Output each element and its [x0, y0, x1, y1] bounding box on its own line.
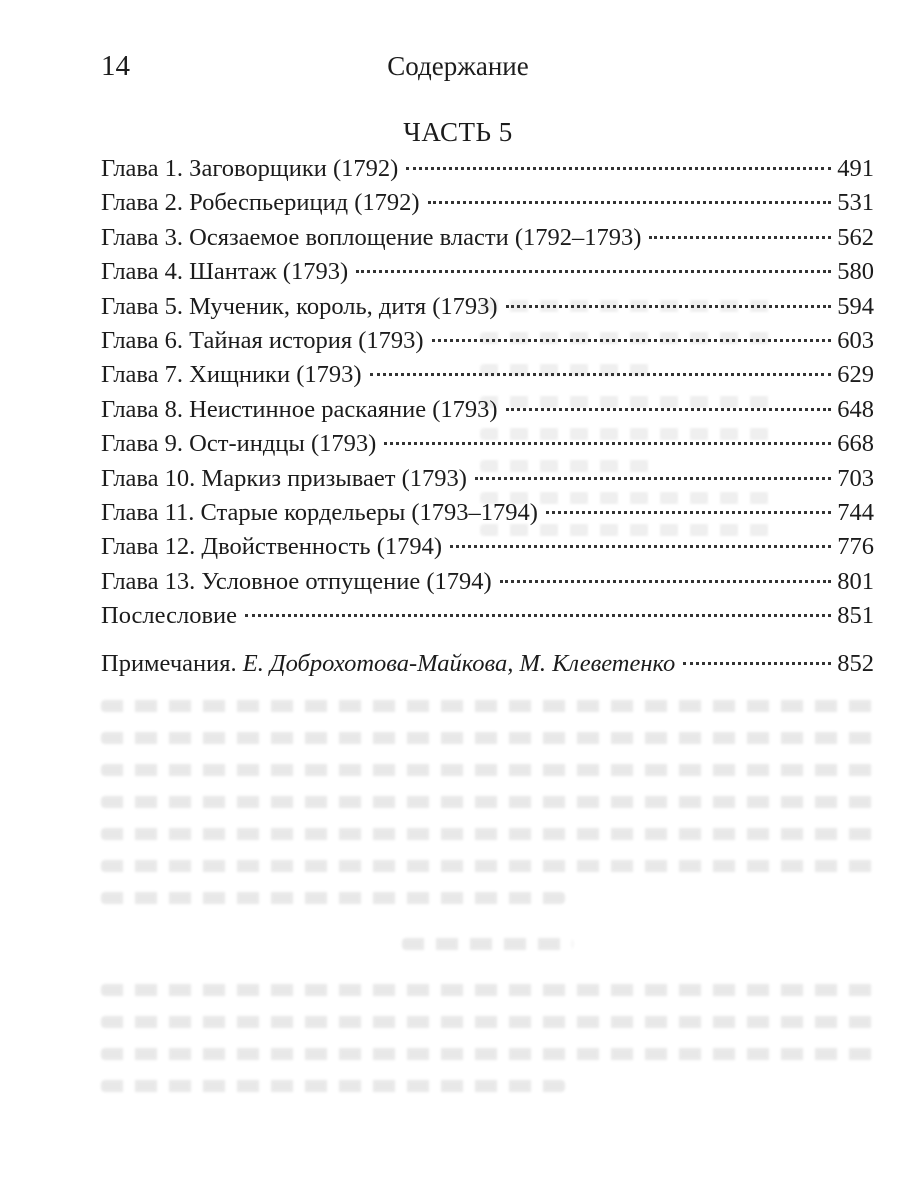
dot-leader [428, 201, 832, 204]
dot-leader [475, 477, 831, 480]
page-number: 14 [101, 50, 130, 82]
toc-entry-title: Глава 13. Условное отпущение (1794) [101, 567, 492, 595]
bleed-through-text [101, 700, 874, 1180]
toc-entry [101, 427, 874, 461]
toc-entry [101, 255, 874, 289]
toc-entry-title: Глава 9. Ост-индцы (1793) [101, 430, 377, 458]
part-heading: ЧАСТЬ 5 [403, 117, 513, 147]
notes-authors: Е. Доброхотова-Майкова, М. Клеветенко [242, 650, 676, 678]
dot-leader [384, 442, 831, 445]
toc-entry-title: Глава 10. Маркиз призывает (1793) [101, 464, 467, 492]
notes-label: Примечания. [101, 650, 237, 678]
toc-entry [101, 324, 874, 358]
toc-entry-title: Глава 1. Заговорщики (1792) [101, 155, 399, 182]
toc-entry-title: Послесловие [101, 602, 238, 630]
dot-leader [506, 305, 832, 308]
toc-entry-page: 703 [837, 464, 874, 492]
toc-entry-title: Глава 6. Тайная история (1793) [101, 326, 424, 354]
dot-leader [450, 545, 831, 548]
toc-entry-page: 852 [837, 650, 874, 678]
toc-entry [101, 221, 874, 255]
toc-entry [101, 462, 874, 496]
table-of-contents [101, 152, 874, 682]
dot-leader [406, 167, 831, 170]
toc-entry [101, 186, 874, 220]
toc-entry [101, 393, 874, 427]
dot-leader [245, 614, 831, 617]
toc-entry-page: 594 [837, 292, 874, 320]
toc-entry-page: 801 [837, 567, 874, 595]
toc-entry-title: Глава 8. Неистинное раскаяние (1793) [101, 395, 498, 423]
dot-leader [683, 662, 831, 665]
dot-leader [546, 511, 831, 514]
toc-entry-page: 776 [837, 533, 874, 561]
toc-entry-page: 668 [837, 430, 874, 458]
toc-entry-title: Глава 7. Хищники (1793) [101, 361, 362, 389]
toc-entry-title: Глава 11. Старые кордельеры (1793–1794) [101, 498, 538, 526]
toc-entry-title: Глава 4. Шантаж (1793) [101, 258, 349, 286]
toc-entry-page: 851 [837, 602, 874, 630]
toc-entry [101, 530, 874, 564]
dot-leader [506, 408, 832, 411]
toc-entry-page: 648 [837, 395, 874, 423]
toc-entry-title: Глава 5. Мученик, король, дитя (1793) [101, 292, 498, 320]
toc-entry [101, 358, 874, 392]
dot-leader [649, 236, 831, 239]
toc-entry [101, 599, 874, 633]
toc-entry [101, 565, 874, 599]
toc-entry-page: 531 [837, 189, 874, 217]
toc-entry-title: Глава 2. Робеспьерицид (1792) [101, 189, 420, 217]
toc-entry-title [101, 647, 675, 681]
dot-leader [432, 339, 832, 342]
toc-entry [101, 290, 874, 324]
dot-leader [356, 270, 831, 273]
toc-entry-page: 491 [837, 155, 874, 182]
running-title: Содержание [387, 51, 529, 81]
toc-entry-page: 562 [837, 223, 874, 251]
toc-entry-page: 629 [837, 361, 874, 389]
toc-entry-title: Глава 12. Двойственность (1794) [101, 533, 443, 561]
dot-leader [370, 373, 832, 376]
toc-entry-notes [101, 647, 874, 681]
toc-entry-title: Глава 3. Осязаемое воплощение власти (1792–1793) [101, 223, 642, 251]
toc-entry [101, 152, 874, 186]
toc-entry-page: 580 [837, 258, 874, 286]
dot-leader [500, 580, 832, 583]
toc-entry [101, 496, 874, 530]
toc-entry-page: 603 [837, 326, 874, 354]
toc-entry-page: 744 [837, 498, 874, 526]
